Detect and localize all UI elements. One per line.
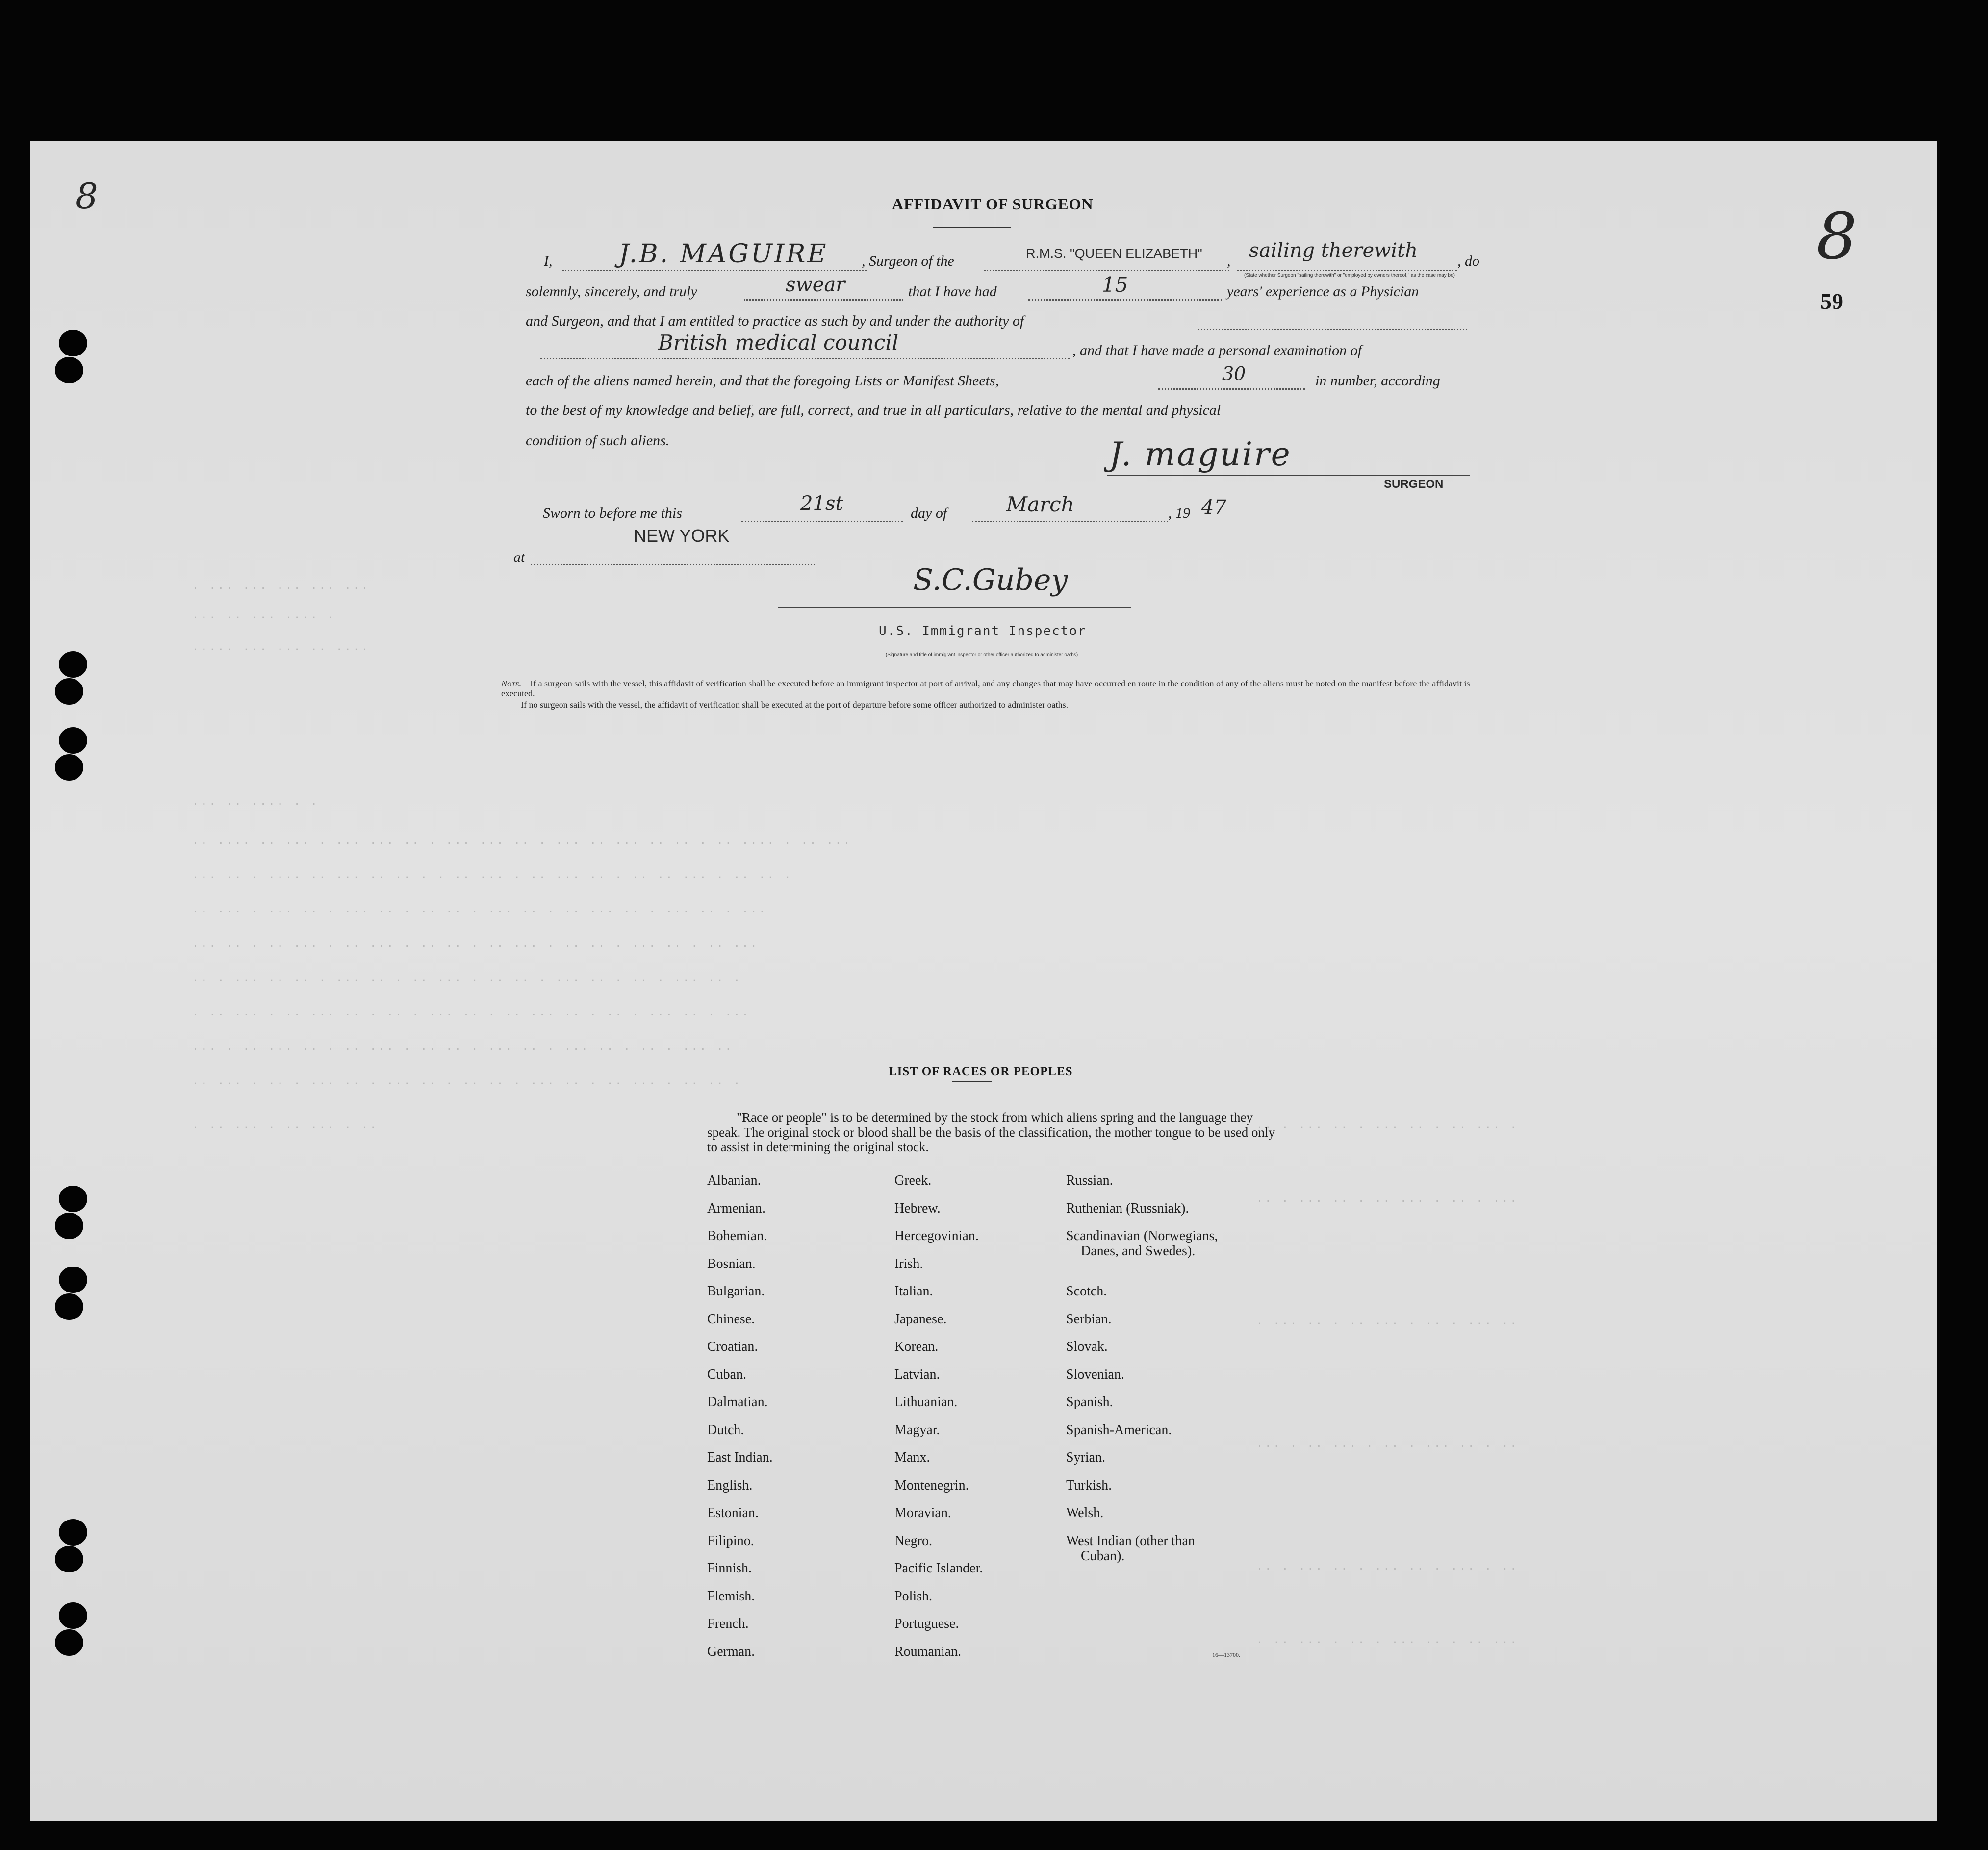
race-col1-item: Albanian. [707, 1173, 761, 1188]
race-col2-item: Moravian. [894, 1505, 951, 1521]
punch-hole [59, 1186, 87, 1212]
race-col2-item: Hercegovinian. [894, 1228, 979, 1243]
line5-start: each of the aliens named herein, and that the foregoing Lists or Manifest Sheets, [526, 373, 999, 389]
race-col3-item: Scandinavian (Norwegians, [1066, 1228, 1218, 1243]
races-title: LIST OF RACES OR PEOPLES [889, 1065, 1073, 1078]
licensing-authority: British medical council [658, 330, 899, 355]
race-col1-item: French. [707, 1616, 749, 1631]
bleed-through-text: ·· ··· · ··· ·· · ··· ·· · ·· ·· · ··· ·· · ·· ··· ·· · ··· ·· · ··· [192, 906, 767, 918]
sworn-place: NEW YORK [634, 526, 730, 546]
race-col2-item: Portuguese. [894, 1616, 959, 1631]
race-col3-item: Ruthenian (Russniak). [1066, 1201, 1189, 1216]
page-number: 59 [1820, 289, 1844, 314]
race-col1-item: Dalmatian. [707, 1394, 768, 1410]
note-label: Note. [501, 679, 522, 688]
punch-hole [55, 1546, 83, 1572]
race-col2-item: Irish. [894, 1256, 923, 1271]
race-col2-item: Greek. [894, 1173, 932, 1188]
field-underline [540, 358, 1070, 359]
race-col3-item: Scotch. [1066, 1284, 1107, 1299]
race-col2-item: Magyar. [894, 1422, 940, 1438]
field-underline [1028, 299, 1222, 301]
sailing-note: (State whether Surgeon "sailing therewith" or "employed by owners thereof," as the case may be) [1244, 273, 1455, 278]
sworn-year: 47 [1201, 496, 1226, 519]
vessel-name: R.M.S. "QUEEN ELIZABETH" [1026, 246, 1202, 261]
race-col2-item: Roumanian. [894, 1644, 962, 1659]
oath-type: swear [786, 274, 845, 296]
race-col3-item: Serbian. [1066, 1312, 1112, 1327]
day-of-label: day of [911, 505, 947, 521]
affidavit-title: AFFIDAVIT OF SURGEON [892, 195, 1094, 213]
race-col3-item: Russian. [1066, 1173, 1113, 1188]
year-prefix: , 19 [1168, 505, 1190, 521]
at-label: at [513, 549, 525, 565]
punch-hole [55, 1213, 83, 1239]
race-col3-item: Cuban). [1081, 1548, 1125, 1564]
title-underline [933, 227, 1011, 228]
line1-start: I, [544, 253, 553, 269]
punch-hole [55, 678, 83, 705]
note-text: —If a surgeon sails with the vessel, this affidavit of verification shall be executed before an immigrant inspector at port of arrival, and any changes that may have occurred en route in the condition of any of the aliens must be noted on the manifest before the affidavit is executed. [501, 679, 1470, 698]
bleed-through-text: ··· · ·· ··· · ·· · ··· ·· · ·· [1256, 1441, 1519, 1453]
race-col2-item: Negro. [894, 1533, 932, 1548]
bleed-through-text: ··· ·· · ·· ··· · ·· ··· · ·· ·· · ·· ··· · ·· ·· · ··· ·· · ·· ··· [192, 940, 759, 953]
bleed-through-text: ·· ···· ·· ··· · ··· ··· ·· · ··· ··· ·· · ··· ·· ··· ·· ·· · ·· ···· · ·· ··· [192, 837, 852, 850]
field-underline [531, 564, 815, 565]
form-code: 16—13700. [1212, 1651, 1240, 1658]
race-col3-item: Syrian. [1066, 1450, 1106, 1465]
signature-line [1107, 475, 1470, 476]
field-underline [562, 270, 867, 271]
race-col2-item: Lithuanian. [894, 1394, 958, 1410]
inspector-signature: S.C.Gubey [913, 563, 1068, 597]
punch-hole [55, 1293, 83, 1320]
races-title-underline [952, 1081, 992, 1082]
comma: , [1227, 253, 1231, 269]
bleed-through-text: · ·· ··· · ·· ··· · ·· [192, 1122, 379, 1134]
race-col3-item: Welsh. [1066, 1505, 1104, 1521]
line2-end: years' experience as a Physician [1227, 283, 1419, 300]
race-col1-item: East Indian. [707, 1450, 773, 1465]
race-col1-item: Dutch. [707, 1422, 744, 1438]
race-col3-item: West Indian (other than [1066, 1533, 1195, 1548]
years-experience: 15 [1102, 273, 1128, 297]
inspector-signature-line [778, 607, 1131, 608]
race-col2-item: Hebrew. [894, 1201, 941, 1216]
race-col1-item: Croatian. [707, 1339, 758, 1354]
field-underline [1237, 270, 1457, 271]
field-underline [972, 521, 1168, 522]
field-underline [741, 521, 903, 522]
race-col3-item: Turkish. [1066, 1478, 1112, 1493]
surgeon-name: J.B. MAGUIRE [619, 239, 828, 269]
punch-hole [59, 1519, 87, 1546]
surgeon-label: SURGEON [1384, 478, 1444, 491]
race-col2-item: Japanese. [894, 1312, 947, 1327]
bleed-through-text: ··· ·· ··· ···· · [192, 612, 336, 624]
line3: and Surgeon, and that I am entitled to practice as such by and under the authority of [526, 313, 1024, 329]
race-col3-item: Danes, and Swedes). [1081, 1243, 1196, 1259]
manifest-sheet-count: 30 [1222, 363, 1246, 384]
race-col1-item: Armenian. [707, 1201, 765, 1216]
punch-hole [59, 1602, 87, 1629]
race-col1-item: Filipino. [707, 1533, 754, 1548]
bleed-through-text: · ·· ··· · ·· ··· ·· · ·· · ··· ·· · ·· ··· ·· · ·· · ··· ·· · ··· [192, 1009, 751, 1021]
race-col1-item: Bohemian. [707, 1228, 767, 1243]
punch-hole [55, 754, 83, 781]
corner-mark-right: 8 [1816, 199, 1857, 274]
field-underline [984, 270, 1229, 271]
bleed-through-text: · ··· ··· ··· ··· ··· [192, 583, 370, 595]
affidavit-note-2: If no surgeon sails with the vessel, the affidavit of verification shall be executed at the port of departure before some officer authorized to administer oaths. [521, 700, 1069, 710]
punch-hole [59, 330, 87, 356]
race-col2-item: Latvian. [894, 1367, 940, 1382]
race-col1-item: Cuban. [707, 1367, 747, 1382]
races-intro: "Race or people" is to be determined by the stock from which aliens spring and the language they speak. The original stock or blood shall be the basis of the classification, the mother tongue to be used only to assist in determining the original stock. [707, 1110, 1275, 1154]
punch-hole [59, 727, 87, 754]
sworn-start: Sworn to before me this [543, 505, 682, 521]
line2-mid: that I have had [908, 283, 997, 300]
race-col1-item: Estonian. [707, 1505, 759, 1521]
inspector-title: U.S. Immigrant Inspector [879, 624, 1087, 638]
punch-hole [59, 651, 87, 678]
bleed-through-text: · ·· ··· · ·· · ··· ·· · ·· ··· [1256, 1637, 1519, 1649]
race-col3-item: Slovak. [1066, 1339, 1108, 1354]
sworn-day: 21st [800, 492, 843, 515]
surgeon-signature: J. maguire [1109, 435, 1292, 473]
race-col3-item: Slovenian. [1066, 1367, 1124, 1382]
race-col1-item: Chinese. [707, 1312, 755, 1327]
bleed-through-text: ·· · ··· ·· · ··· ·· · ·· ··· · [1256, 1122, 1519, 1134]
bleed-through-text: ··· ·· · ···· ·· ··· ·· ·· · · ·· ··· · ·· ··· ·· · ·· ·· ··· · ·· ·· · [192, 872, 793, 884]
race-col2-item: Polish. [894, 1589, 933, 1604]
punch-hole [55, 357, 83, 383]
line2-start: solemnly, sincerely, and truly [526, 283, 697, 300]
race-col2-item: Manx. [894, 1450, 930, 1465]
bleed-through-text: ·· · ··· ·· ·· · ··· ·· · ·· ··· · ·· ·· · ··· ·· · ·· · ··· ·· · [192, 975, 742, 987]
race-col1-item: German. [707, 1644, 755, 1659]
field-underline [744, 299, 903, 301]
sworn-month: March [1006, 492, 1074, 516]
surgeon-of-label: , Surgeon of the [862, 253, 954, 269]
race-col1-item: Bosnian. [707, 1256, 756, 1271]
affidavit-note [501, 679, 1477, 698]
race-col1-item: Finnish. [707, 1561, 752, 1576]
race-col1-item: Bulgarian. [707, 1284, 765, 1299]
manifest-page [30, 141, 1937, 1821]
race-col1-item: Flemish. [707, 1589, 755, 1604]
race-col2-item: Korean. [894, 1339, 939, 1354]
line4-end: , and that I have made a personal examination of [1072, 342, 1362, 358]
inspector-note: (Signature and title of immigrant inspector or other officer authorized to administer oaths) [885, 652, 1078, 658]
bleed-through-text: ·· ··· · ·· · ··· ·· · ··· ·· · ·· ·· · ··· ·· · ·· ··· · ·· ·· · [192, 1078, 742, 1090]
field-underline [1158, 388, 1305, 390]
line5-end: in number, according [1315, 373, 1440, 389]
bleed-through-text: · ··· ·· · ·· ··· · ·· · ··· ·· [1256, 1318, 1519, 1330]
bleed-through-text: ····· ··· ··· ·· ···· [192, 644, 370, 656]
race-col3-item: Spanish-American. [1066, 1422, 1172, 1438]
race-col3-item: Spanish. [1066, 1394, 1113, 1410]
corner-mark-left: 8 [76, 176, 98, 217]
race-col2-item: Pacific Islander. [894, 1561, 983, 1576]
bleed-through-text: ·· · ··· ·· · ·· ··· · ·· · ··· [1256, 1195, 1519, 1208]
race-col1-item: English. [707, 1478, 753, 1493]
bleed-through-text: ··· · ·· ··· ·· · ·· ··· · ·· ·· · ··· ·· · ··· ·· · ·· · ··· ·· [192, 1043, 734, 1056]
field-underline [1198, 329, 1467, 330]
sailing-status: sailing therewith [1249, 239, 1418, 262]
race-col2-item: Montenegrin. [894, 1478, 969, 1493]
race-col2-item: Italian. [894, 1284, 933, 1299]
line1-end: , do [1457, 253, 1479, 269]
punch-hole [55, 1629, 83, 1656]
bleed-through-text: ··· ·· ···· · · [192, 798, 319, 811]
bleed-through-text: ·· · ··· ·· · ··· ·· · ··· · ·· [1256, 1563, 1519, 1575]
line6: to the best of my knowledge and belief, are full, correct, and true in all particulars, relative to the mental and physical [526, 402, 1221, 418]
line7: condition of such aliens. [526, 432, 670, 449]
punch-hole [59, 1267, 87, 1293]
